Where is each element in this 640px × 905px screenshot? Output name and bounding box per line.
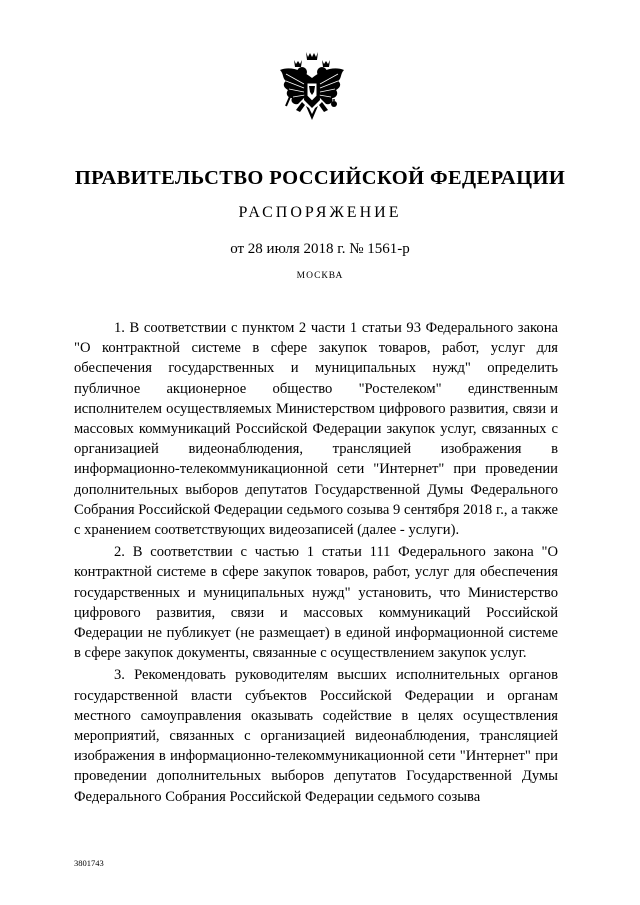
paragraph-3: 3. Рекомендовать руководителям высших исполнительных органов государственной власти субъектов Российской Федерации и органам местного самоуправления оказывать содействие в целях осуществления мероприятий, связанных с организацией видеонаблюдения, трансляцией изображения в информационно-телекоммуникационной сети "Интернет" при проведении дополнительных выборов депутатов Государственной Думы Федерального Собрания Российской Федерации седьмого созыва: [74, 667, 558, 805]
paragraph-1: 1. В соответствии с пунктом 2 части 1 статьи 93 Федерального закона "О контрактной системе в сфере закупок товаров, работ, услуг для обеспечения государственных и муниципальных нужд" определить публичное акционерное общество "Ростелеком" единственным исполнителем осуществляемых Министерством цифрового развития, связи и массовых коммуникаций Российской Федерации закупок услуг, связанных с организацией видеонаблюдения, трансляцией изображения в информационно-телекоммуникационной сети "Интернет" при проведении дополнительных выборов депутатов Государственной Думы Федерального Собрания Российской Федерации седьмого созыва 9 сентября 2018 г., а также с хранением соответствующих видеозаписей (далее - услуги).: [74, 320, 558, 539]
document-date-number: от 28 июля 2018 г. № 1561-р: [230, 241, 410, 257]
government-title: ПРАВИТЕЛЬСТВО РОССИЙСКОЙ ФЕДЕРАЦИИ: [74, 167, 566, 189]
document-city: МОСКВА: [296, 271, 344, 281]
coat-of-arms-icon: [272, 48, 352, 136]
document-code: 3801743: [74, 858, 104, 868]
document-type: РАСПОРЯЖЕНИЕ: [238, 204, 402, 221]
paragraph-2: 2. В соответствии с частью 1 статьи 111 Федерального закона "О контрактной системе в сфере закупок товаров, работ, услуг для обеспечения государственных и муниципальных нужд" установить, что Министерство цифрового развития, связи и массовых коммуникаций Российской Федерации не публикует (не размещает) в единой информационной системе в сфере закупок документы, связанные с осуществлением закупок услуг.: [74, 544, 558, 662]
document-body: [74, 318, 558, 809]
